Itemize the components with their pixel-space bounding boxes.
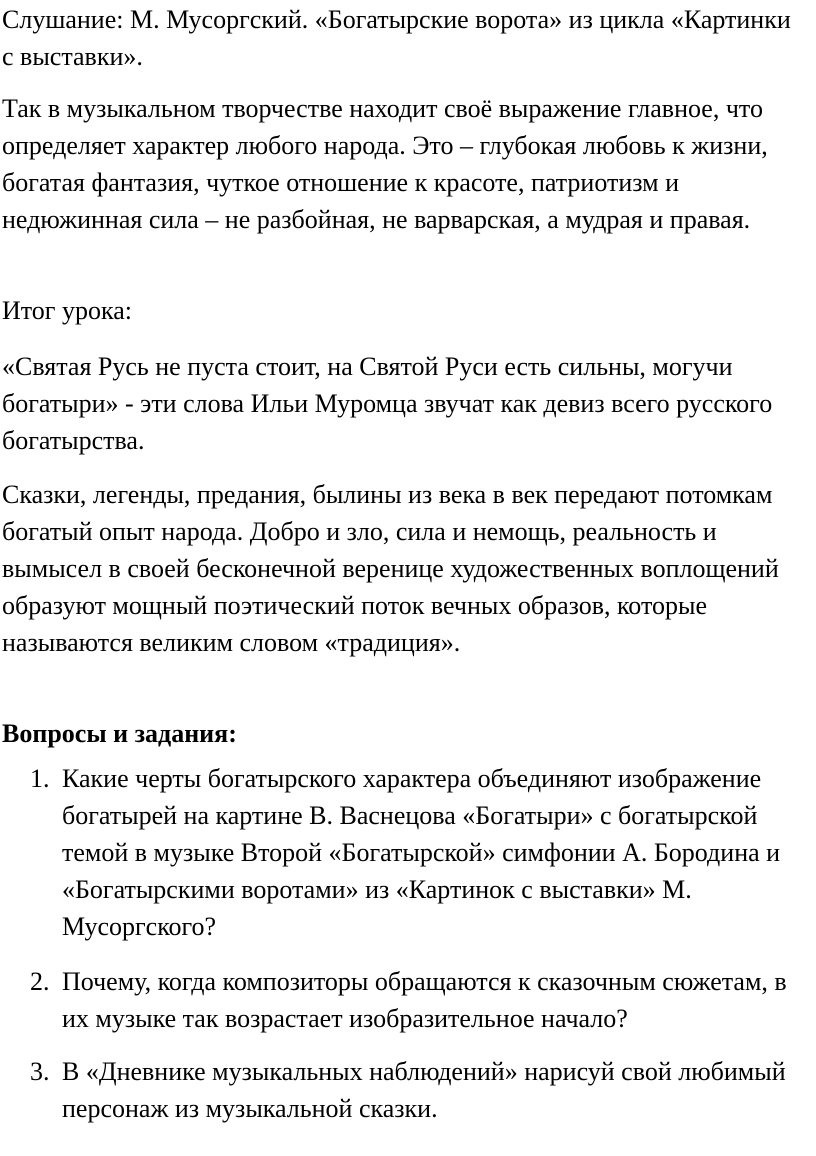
question-item: [0, 760, 816, 945]
question-text: Какие черты богатырского характера объединяют изображение богатырей на картине В. Васнецова «Богатыри» с богатырской темой в музыке Второй «Богатырской» симфонии А. Бородина и «Богатырскими воротами» из «Картинок с выставки» М. Мусоргского?: [62, 764, 781, 941]
question-item: [0, 1053, 816, 1127]
question-item: [0, 963, 816, 1037]
question-number: 1.: [30, 764, 50, 793]
questions-list: [0, 760, 816, 1127]
main-paragraph: Так в музыкальном творчестве находит своё выражение главное, что определяет характер любого народа. Это – глубокая любовь к жизни, богатая фантазия, чуткое отношение к красоте, патриотизм и недюжинная сила – не разбойная, не варварская, а мудрая и правая.: [2, 94, 768, 234]
question-text: Почему, когда композиторы обращаются к сказочным сюжетам, в их музыке так возрастает изобразительное начало?: [62, 967, 787, 1033]
question-number: 3.: [30, 1057, 50, 1086]
question-text: В «Дневнике музыкальных наблюдений» нарисуй свой любимый персонаж из музыкальной сказки.: [62, 1057, 786, 1123]
tales-paragraph: Сказки, легенды, предания, былины из века в век передают потомкам богатый опыт народа. Добро и зло, сила и немощь, реальность и вымысел в своей бесконечной веренице художественных воплощений образуют мощный поэтический поток вечных образов, которые называются великим словом «традиция».: [2, 480, 779, 657]
question-number: 2.: [30, 967, 50, 996]
quote-paragraph: «Святая Русь не пуста стоит, на Святой Руси есть сильны, могучи богатыри» - эти слова Ильи Муромца звучат как девиз всего русского богатырства.: [2, 352, 773, 455]
listening-paragraph: Слушание: М. Мусоргский. «Богатырские ворота» из цикла «Картинки с выставки».: [2, 5, 791, 71]
summary-label: Итог урока:: [2, 296, 132, 325]
questions-heading: Вопросы и задания:: [2, 719, 237, 748]
